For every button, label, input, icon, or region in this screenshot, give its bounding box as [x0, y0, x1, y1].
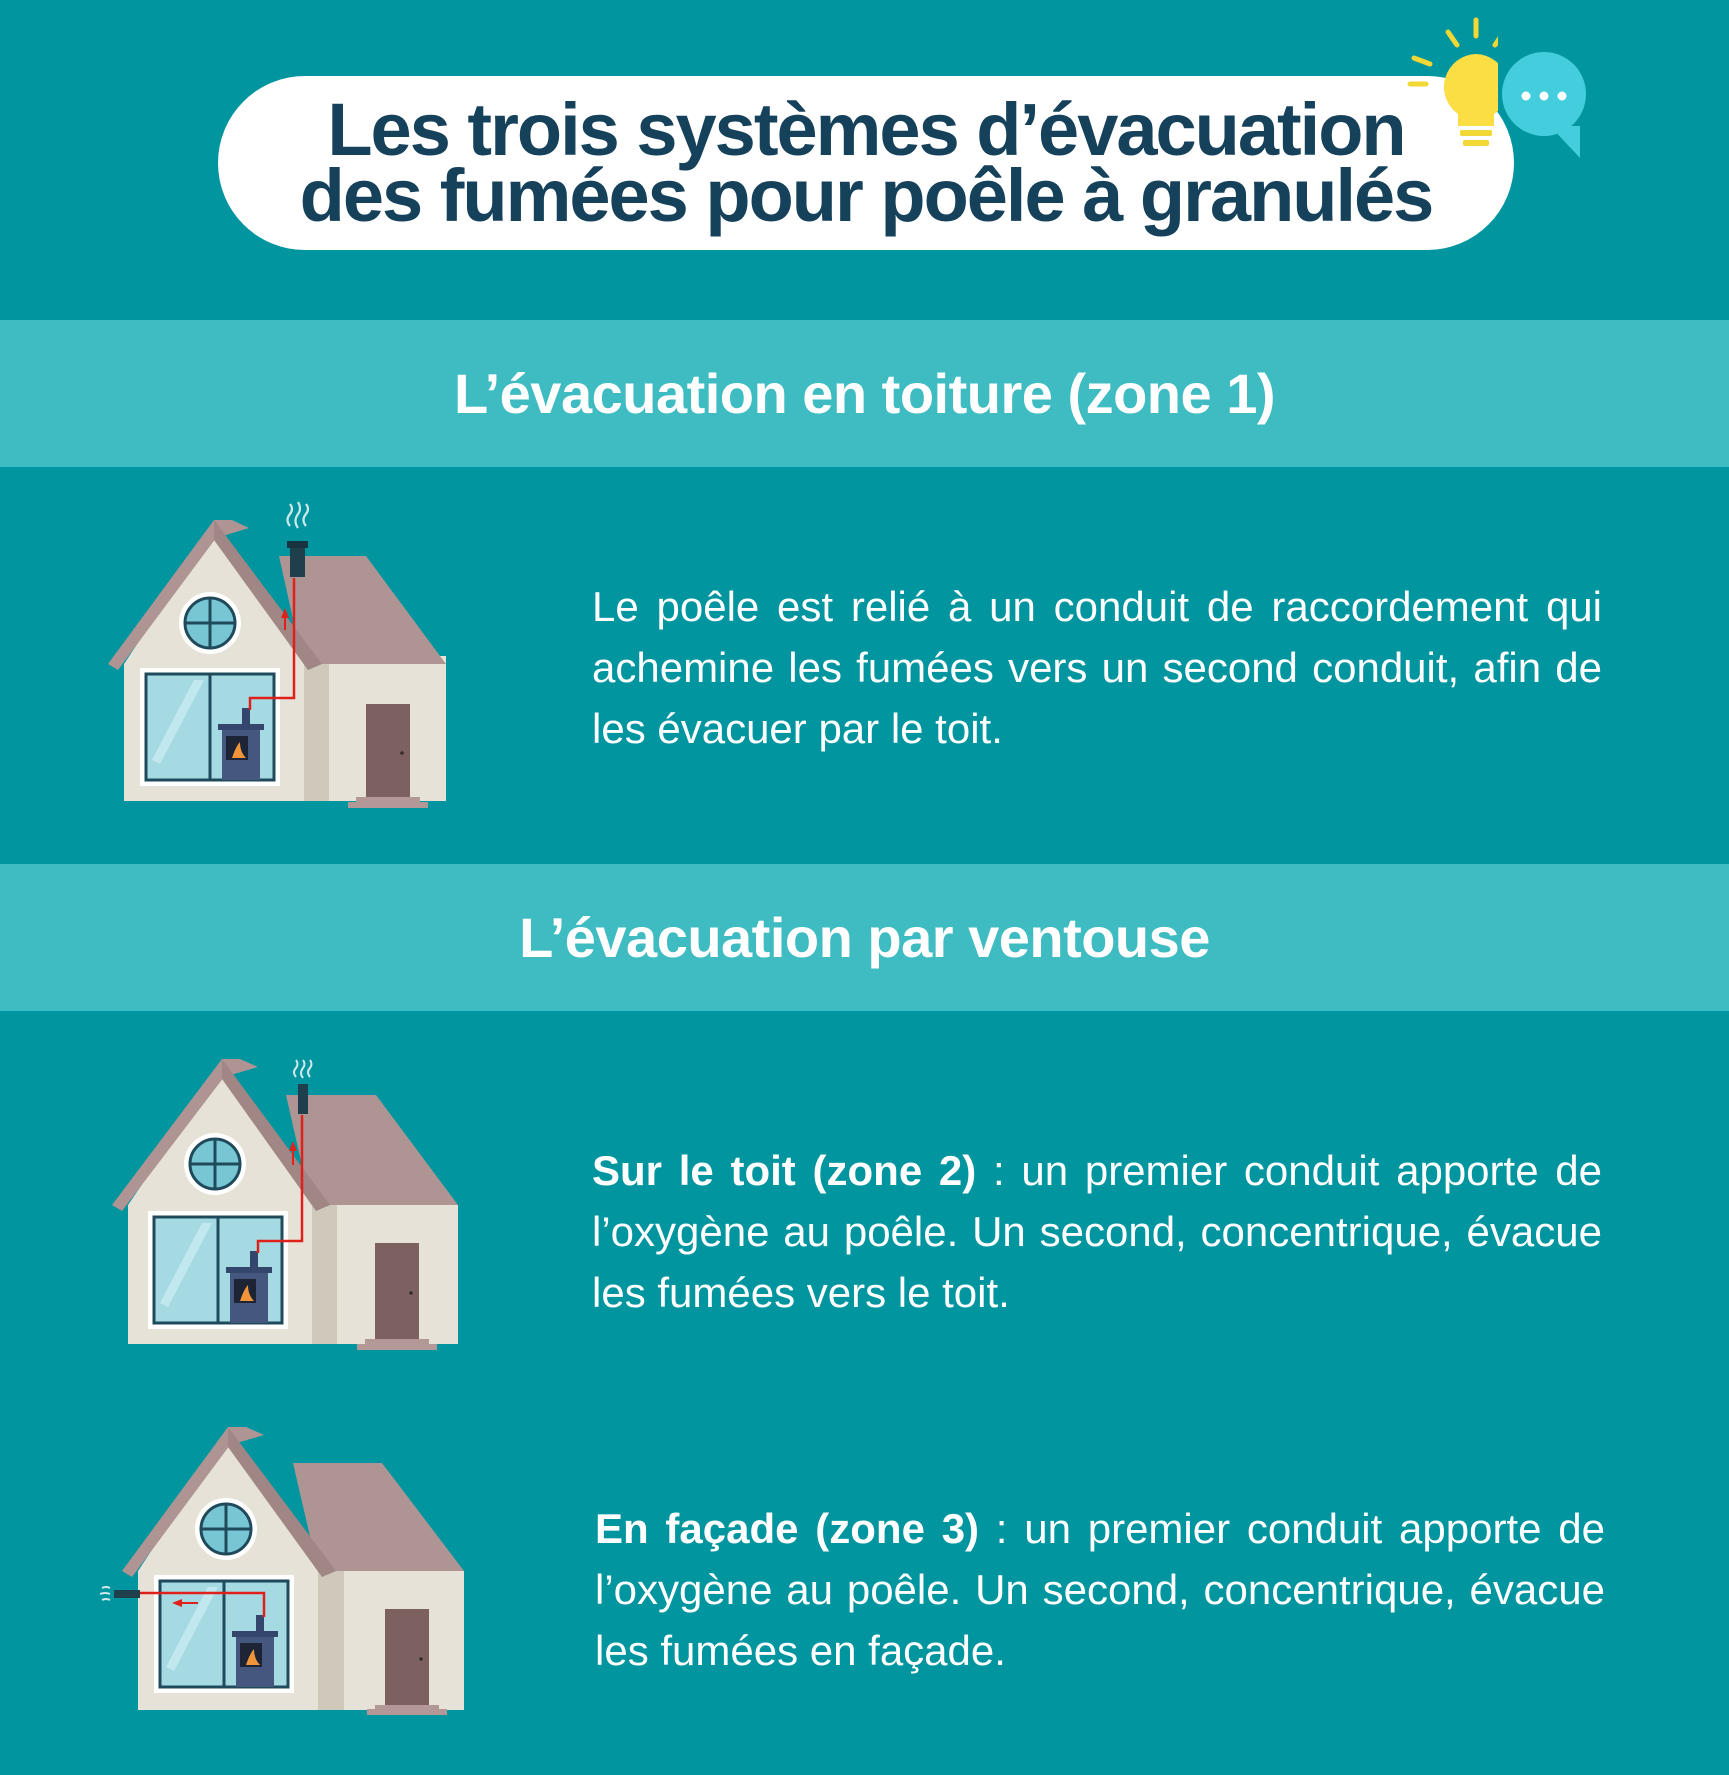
section-title-roof: L’évacuation en toiture (zone 1) — [453, 362, 1276, 425]
chat-bubble-icon — [1498, 46, 1592, 164]
description-roof-ventouse — [592, 1140, 1602, 1323]
description-roof-ventouse-text: : un premier conduit apporte de l’oxygène au poêle. Un second, concentrique, évacue les fumées vers le toit. — [592, 1147, 1602, 1316]
house-icon-roof-flue — [104, 498, 456, 808]
title-line-2: des fumées pour poêle à granulés — [299, 154, 1433, 237]
description-facade-ventouse — [595, 1498, 1605, 1681]
lightbulb-icon — [1406, 14, 1498, 154]
description-roof-flue-text: Le poêle est relié à un conduit de raccordement qui achemine les fumées vers un second conduit, afin de les évacuer par le toit. — [592, 583, 1602, 752]
title-banner — [218, 76, 1514, 250]
house-icon-roof-ventouse — [108, 1055, 468, 1350]
description-roof-ventouse-bold: Sur le toit (zone 2) — [592, 1147, 977, 1194]
section-header-ventouse — [0, 864, 1729, 1011]
description-roof-flue — [592, 576, 1602, 759]
description-facade-ventouse-bold: En façade (zone 3) — [595, 1505, 980, 1552]
smoke-icon — [294, 1060, 312, 1078]
description-facade-ventouse-text: : un premier conduit apporte de l’oxygène au poêle. Un second, concentrique, évacue les fumées en façade. — [595, 1505, 1605, 1674]
section-header-roof — [0, 320, 1729, 467]
smoke-icon — [288, 502, 309, 528]
house-icon-facade-ventouse — [94, 1423, 474, 1715]
section-title-ventouse: L’évacuation par ventouse — [519, 906, 1210, 969]
smoke-icon — [100, 1587, 110, 1600]
title-line-1: Les trois systèmes d’évacuation — [327, 88, 1405, 171]
